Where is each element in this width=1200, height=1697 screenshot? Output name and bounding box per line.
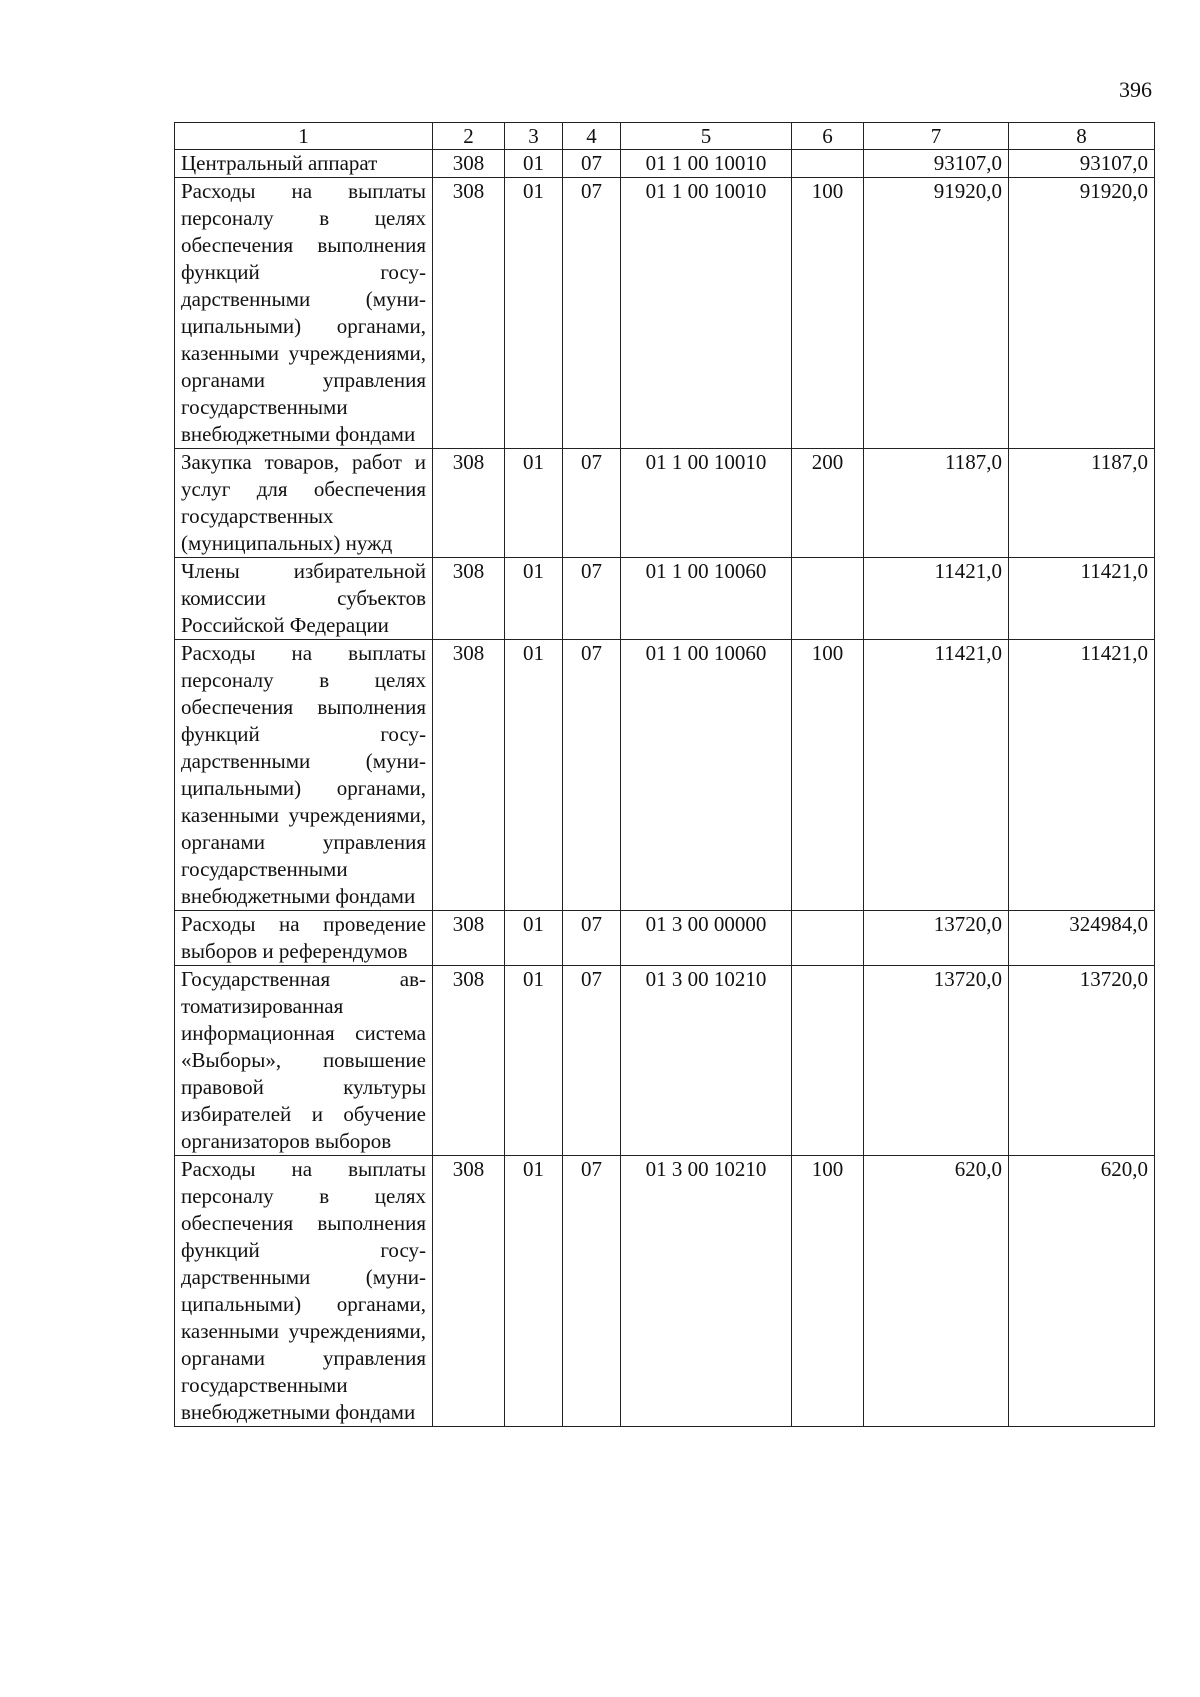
- amount-col8-cell: 93107,0: [1009, 150, 1155, 178]
- ministry-code-cell: 308: [433, 178, 505, 449]
- amount-col7-cell: 11421,0: [864, 640, 1009, 911]
- amount-col8-cell: 11421,0: [1009, 640, 1155, 911]
- amount-col7-cell: 93107,0: [864, 150, 1009, 178]
- budget-table: [174, 122, 1155, 1427]
- expense-type-cell: [792, 150, 864, 178]
- amount-col8-cell: 11421,0: [1009, 558, 1155, 640]
- ministry-code-cell: 308: [433, 1156, 505, 1427]
- header-cell: 2: [433, 123, 505, 150]
- section-code-cell: 01: [505, 558, 563, 640]
- amount-col8-cell: 620,0: [1009, 1156, 1155, 1427]
- row-name-cell: Расходы на выплаты персоналу в целях обеспечения выполнения функций государственными (муниципальными) органами, казенными учреждениями, органами управления государственными внебюджетными фондами: [175, 178, 433, 449]
- row-name-cell: Расходы на выплаты персоналу в целях обеспечения выполнения функций государственными (муниципальными) органами, казенными учреждениями, органами управления государственными внебюджетными фондами: [175, 1156, 433, 1427]
- expense-type-cell: 100: [792, 1156, 864, 1427]
- ministry-code-cell: 308: [433, 150, 505, 178]
- section-code-cell: 01: [505, 911, 563, 966]
- section-code-cell: 01: [505, 449, 563, 558]
- subsection-code-cell: 07: [563, 1156, 621, 1427]
- subsection-code-cell: 07: [563, 911, 621, 966]
- table-row: [175, 558, 1155, 640]
- target-item-cell: 01 1 00 10060: [621, 640, 792, 911]
- subsection-code-cell: 07: [563, 558, 621, 640]
- subsection-code-cell: 07: [563, 640, 621, 911]
- table-row: [175, 449, 1155, 558]
- target-item-cell: 01 1 00 10010: [621, 150, 792, 178]
- header-cell: 4: [563, 123, 621, 150]
- amount-col8-cell: 91920,0: [1009, 178, 1155, 449]
- ministry-code-cell: 308: [433, 558, 505, 640]
- section-code-cell: 01: [505, 150, 563, 178]
- row-name-cell: Государственная автоматизированная информационная система «Выборы», повышение правовой культуры избирателей и обучение организаторов выборов: [175, 966, 433, 1156]
- section-code-cell: 01: [505, 178, 563, 449]
- amount-col7-cell: 13720,0: [864, 966, 1009, 1156]
- page-number: 396: [1119, 77, 1152, 102]
- header-cell: 8: [1009, 123, 1155, 150]
- amount-col7-cell: 91920,0: [864, 178, 1009, 449]
- expense-type-cell: [792, 558, 864, 640]
- expense-type-cell: 100: [792, 640, 864, 911]
- amount-col8-cell: 13720,0: [1009, 966, 1155, 1156]
- subsection-code-cell: 07: [563, 449, 621, 558]
- table-row: [175, 911, 1155, 966]
- subsection-code-cell: 07: [563, 178, 621, 449]
- row-name-cell: Расходы на выплаты персоналу в целях обеспечения выполнения функций государственными (муниципальными) органами, казенными учреждениями, органами управления государственными внебюджетными фондами: [175, 640, 433, 911]
- header-cell: 1: [175, 123, 433, 150]
- subsection-code-cell: 07: [563, 150, 621, 178]
- row-name-cell: Закупка товаров, работ и услуг для обеспечения государственных (муниципальных) нужд: [175, 449, 433, 558]
- section-code-cell: 01: [505, 966, 563, 1156]
- subsection-code-cell: 07: [563, 966, 621, 1156]
- target-item-cell: 01 3 00 10210: [621, 1156, 792, 1427]
- table-row: [175, 178, 1155, 449]
- amount-col7-cell: 1187,0: [864, 449, 1009, 558]
- row-name-cell: Центральный аппарат: [175, 150, 433, 178]
- section-code-cell: 01: [505, 640, 563, 911]
- table-row: [175, 1156, 1155, 1427]
- section-code-cell: 01: [505, 1156, 563, 1427]
- amount-col7-cell: 11421,0: [864, 558, 1009, 640]
- table-row: [175, 150, 1155, 178]
- table-row: [175, 640, 1155, 911]
- expense-type-cell: 200: [792, 449, 864, 558]
- amount-col7-cell: 620,0: [864, 1156, 1009, 1427]
- header-cell: 5: [621, 123, 792, 150]
- header-cell: 7: [864, 123, 1009, 150]
- amount-col7-cell: 13720,0: [864, 911, 1009, 966]
- target-item-cell: 01 3 00 00000: [621, 911, 792, 966]
- row-name-cell: Расходы на проведение выборов и референдумов: [175, 911, 433, 966]
- amount-col8-cell: 324984,0: [1009, 911, 1155, 966]
- table-header-row: [175, 123, 1155, 150]
- ministry-code-cell: 308: [433, 449, 505, 558]
- target-item-cell: 01 1 00 10010: [621, 178, 792, 449]
- expense-type-cell: [792, 966, 864, 1156]
- target-item-cell: 01 1 00 10010: [621, 449, 792, 558]
- expense-type-cell: 100: [792, 178, 864, 449]
- ministry-code-cell: 308: [433, 911, 505, 966]
- header-cell: 6: [792, 123, 864, 150]
- row-name-cell: Члены избирательной комиссии субъектов Российской Федерации: [175, 558, 433, 640]
- amount-col8-cell: 1187,0: [1009, 449, 1155, 558]
- table-row: [175, 966, 1155, 1156]
- target-item-cell: 01 1 00 10060: [621, 558, 792, 640]
- ministry-code-cell: 308: [433, 966, 505, 1156]
- ministry-code-cell: 308: [433, 640, 505, 911]
- expense-type-cell: [792, 911, 864, 966]
- target-item-cell: 01 3 00 10210: [621, 966, 792, 1156]
- header-cell: 3: [505, 123, 563, 150]
